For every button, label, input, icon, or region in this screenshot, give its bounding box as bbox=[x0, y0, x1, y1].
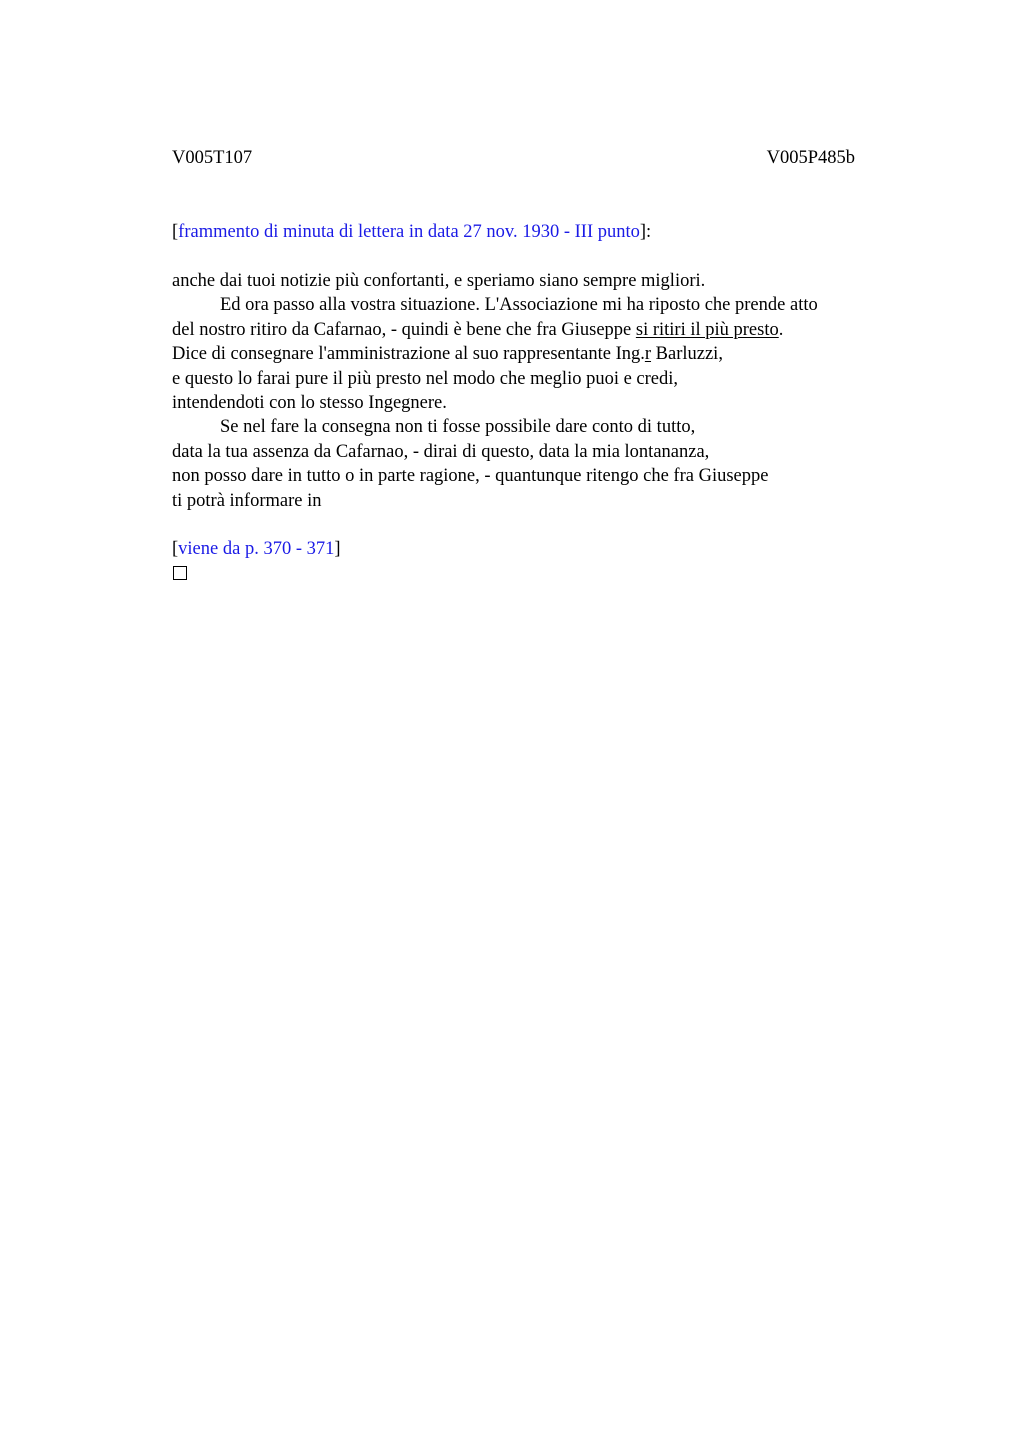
letter-line: non posso dare in tutto o in parte ragione, - quantunque ritengo che fra Giuseppe bbox=[172, 466, 769, 487]
bracket-close: ] bbox=[334, 539, 341, 559]
document-code-right: V005P485b bbox=[766, 148, 855, 168]
editorial-note-bottom bbox=[172, 537, 341, 561]
editorial-note-text: viene da p. 370 - 371 bbox=[178, 539, 335, 559]
letter-line bbox=[172, 342, 912, 366]
underlined-text: r bbox=[644, 344, 652, 365]
checkbox-square-icon bbox=[173, 566, 187, 580]
letter-body bbox=[172, 269, 912, 513]
letter-text: Dice di consegnare l'amministrazione al suo rappresentante Ing. bbox=[172, 344, 645, 365]
editorial-note-text: frammento di minuta di lettera in data 27 nov. 1930 - III punto bbox=[178, 222, 640, 242]
bracket-open: [ bbox=[172, 539, 179, 559]
underlined-text: si ritiri il più presto bbox=[635, 319, 779, 340]
letter-text: . bbox=[778, 319, 784, 340]
letter-line: e questo lo farai pure il più presto nel modo che meglio puoi e credi, bbox=[172, 368, 679, 389]
bracket-open: [ bbox=[172, 222, 179, 242]
letter-line-indented: Ed ora passo alla vostra situazione. L'Associazione mi ha riposto che prende atto bbox=[220, 295, 818, 316]
letter-line bbox=[172, 318, 912, 342]
letter-line: data la tua assenza da Cafarnao, - dirai di questo, data la mia lontananza, bbox=[172, 441, 710, 462]
document-code-left: V005T107 bbox=[172, 148, 253, 168]
letter-line: ti potrà informare in bbox=[172, 490, 322, 511]
letter-line: anche dai tuoi notizie più confortanti, e speriamo siano sempre migliori. bbox=[172, 271, 706, 291]
letter-line: intendendoti con lo stesso Ingegnere. bbox=[172, 392, 447, 413]
bracket-close: ]: bbox=[639, 222, 652, 242]
letter-line-indented: Se nel fare la consegna non ti fosse possibile dare conto di tutto, bbox=[220, 417, 696, 438]
editorial-note-top bbox=[172, 220, 651, 244]
letter-text: Barluzzi, bbox=[651, 344, 723, 365]
letter-text: del nostro ritiro da Cafarnao, - quindi è bene che fra Giuseppe bbox=[172, 319, 636, 340]
